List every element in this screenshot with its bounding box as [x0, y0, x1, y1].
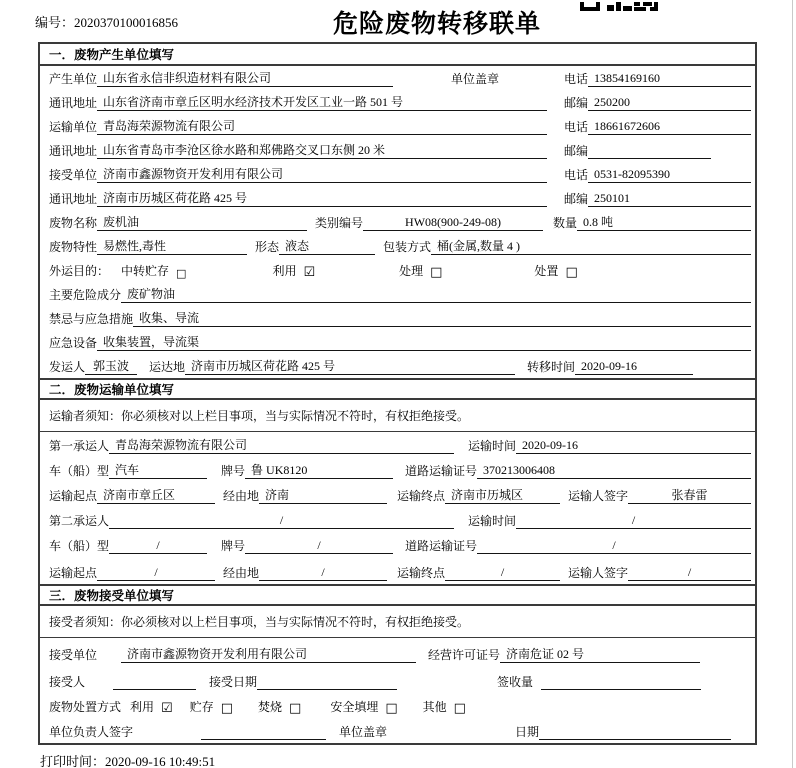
page-title: 危险废物转移联单	[333, 11, 542, 38]
row-purpose	[40, 258, 755, 282]
via-value: 济南	[259, 486, 387, 504]
accept-person-value	[113, 689, 196, 690]
packaging-value: 桶(金属,数量 4 )	[431, 237, 751, 255]
serial-label: 编号：	[35, 15, 75, 30]
form-label: 形态	[255, 240, 280, 254]
notice-label: 运输者须知：	[49, 409, 122, 423]
license-value: 济南危证 02 号	[500, 645, 700, 663]
transport-time-value: /	[516, 513, 751, 529]
transfer-time-value: 2020-09-16	[575, 359, 693, 375]
disposal-option-incinerate	[258, 698, 301, 715]
purpose-option-transfer	[121, 262, 186, 279]
row-receiver-address	[40, 186, 755, 210]
equipment-value: 收集装置，导流渠	[97, 333, 751, 351]
received-qty-label: 签收量	[497, 675, 534, 689]
destination-value: 济南市历城区荷花路 425 号	[185, 357, 515, 375]
quantity-value: 0.8 吨	[577, 213, 751, 231]
section1-header: 一．废物产生单位填写	[40, 44, 755, 66]
taboo-value: 收集、导流	[133, 309, 751, 327]
row-hazard	[40, 282, 755, 306]
serial-number-line	[35, 12, 178, 31]
page-right-edge	[792, 0, 793, 768]
accept-unit-label: 接受单位	[49, 648, 98, 662]
origin-label: 运输起点	[49, 566, 98, 580]
section3-header: 三．废物接受单位填写	[40, 584, 755, 606]
carrier-sign-value: /	[628, 565, 751, 581]
receiver-unit-value: 济南市鑫源物资开发利用有限公司	[97, 165, 547, 183]
road-permit-label: 道路运输证号	[405, 539, 478, 553]
plate-value: 鲁 UK8120	[245, 461, 393, 479]
endpoint-label: 运输终点	[397, 489, 446, 503]
second-carrier-label: 第二承运人	[49, 514, 110, 528]
quantity-label: 数量	[553, 216, 578, 230]
first-carrier-label: 第一承运人	[49, 439, 110, 453]
unit-seal-label: 单位盖章	[339, 725, 388, 739]
option-label: 焚烧	[258, 700, 283, 714]
row-dispatch	[40, 354, 755, 378]
packaging-label: 包装方式	[383, 240, 432, 254]
receiver-notice	[40, 606, 755, 638]
destination-label: 运达地	[149, 360, 186, 374]
dispatcher-label: 发运人	[49, 360, 86, 374]
origin-label: 运输起点	[49, 489, 98, 503]
date-label: 日期	[515, 725, 540, 739]
vehicle-type-value: 汽车	[109, 461, 207, 479]
waste-name-label: 废物名称	[49, 216, 98, 230]
endpoint-value: /	[445, 565, 560, 581]
checkbox-landfill-icon: □	[385, 701, 398, 716]
category-code-label: 类别编号	[315, 216, 364, 230]
form-value: 液态	[279, 237, 375, 255]
row-vehicle-1	[40, 457, 755, 482]
receiver-phone: 0531-82095390	[588, 167, 751, 183]
receiver-address: 济南市历城区荷花路 425 号	[97, 189, 547, 207]
hazard-value: 废矿物油	[121, 285, 751, 303]
zip-label: 邮编	[563, 192, 588, 206]
serial-value: 2020370100016856	[74, 15, 179, 30]
zip-label: 邮编	[563, 96, 588, 110]
license-label: 经营许可证号	[428, 648, 501, 662]
section2-header: 二．废物运输单位填写	[40, 378, 755, 400]
phone-label: 电话	[563, 72, 588, 86]
date-value	[539, 739, 731, 740]
row-accept-unit	[40, 638, 755, 666]
road-permit-value: /	[477, 538, 751, 554]
option-label: 处理	[399, 264, 424, 278]
accept-date-label: 接受日期	[209, 675, 258, 689]
unit-seal-label: 单位盖章	[451, 72, 500, 86]
print-time-value: 2020-09-16 10:49:51	[105, 754, 216, 768]
carrier-sign-label: 运输人签字	[568, 566, 629, 580]
disposal-option-landfill	[330, 698, 397, 715]
disposal-option-utilize	[130, 698, 173, 715]
transport-phone: 18661672606	[588, 119, 751, 135]
notice-text: 你必须核对以上栏目事项，当与实际情况不符时，有权拒绝接受。	[121, 409, 470, 423]
address-label: 通讯地址	[49, 144, 98, 158]
row-producer-address	[40, 90, 755, 114]
carrier-sign-value: 张春雷	[628, 486, 751, 504]
purpose-option-dispose	[534, 262, 577, 279]
plate-value: /	[245, 538, 393, 554]
checkbox-dispose-icon: □	[565, 265, 578, 280]
transport-time-label: 运输时间	[468, 439, 517, 453]
taboo-label: 禁忌与应急措施	[49, 312, 134, 326]
option-label: 处置	[534, 264, 559, 278]
receiver-unit-label: 接受单位	[49, 168, 98, 182]
zip-label: 邮编	[563, 144, 588, 158]
checkbox-utilize-icon: ☑	[303, 265, 316, 280]
producer-value: 山东省永信非织造材料有限公司	[97, 69, 393, 87]
disposal-option-store	[190, 698, 233, 715]
transport-unit-value: 青岛海荣源物流有限公司	[97, 117, 547, 135]
purpose-label: 外运目的：	[49, 264, 110, 278]
accept-person-label: 接受人	[49, 675, 86, 689]
transport-address: 山东省青岛市李沧区徐水路和郑佛路交叉口东侧 20 米	[97, 141, 547, 159]
first-carrier-value: 青岛海荣源物流有限公司	[109, 436, 454, 454]
checkbox-treat-icon: □	[430, 265, 443, 280]
phone-label: 电话	[563, 168, 588, 182]
transport-zip	[588, 158, 711, 159]
dispatcher-value: 郭玉波	[85, 357, 137, 375]
producer-phone: 13854169160	[588, 71, 751, 87]
waste-traits-value: 易燃性,毒性	[97, 237, 247, 255]
via-label: 经由地	[223, 566, 260, 580]
purpose-option-treat	[399, 262, 442, 279]
option-label: 利用	[130, 700, 155, 714]
origin-value: 济南市章丘区	[97, 486, 215, 504]
waste-name-value: 废机油	[97, 213, 307, 231]
hazard-label: 主要危险成分	[49, 288, 122, 302]
transfer-time-label: 转移时间	[527, 360, 576, 374]
receiver-zip: 250101	[588, 191, 751, 207]
option-label: 贮存	[189, 700, 214, 714]
row-receiver-unit	[40, 162, 755, 186]
vehicle-type-label: 车（船）型	[49, 539, 110, 553]
row-taboo	[40, 306, 755, 330]
transport-time-label: 运输时间	[468, 514, 517, 528]
row-first-carrier	[40, 432, 755, 457]
row-equipment	[40, 330, 755, 354]
disposal-method-label: 废物处置方式	[49, 700, 122, 714]
purpose-option-utilize	[272, 262, 315, 279]
producer-label: 产生单位	[49, 72, 98, 86]
option-label: 安全填埋	[330, 700, 379, 714]
print-time-label: 打印时间：	[40, 754, 106, 768]
equipment-label: 应急设备	[49, 336, 98, 350]
row-responsible-sign	[40, 718, 755, 743]
row-waste-traits	[40, 234, 755, 258]
print-time-line	[40, 751, 215, 768]
endpoint-label: 运输终点	[397, 566, 446, 580]
manifest-form	[38, 42, 757, 745]
checkbox-transfer-icon: □	[176, 267, 187, 280]
phone-label: 电话	[563, 120, 588, 134]
row-vehicle-2	[40, 532, 755, 557]
transport-unit-label: 运输单位	[49, 120, 98, 134]
producer-zip: 250200	[588, 95, 751, 111]
road-permit-value: 370213006408	[477, 463, 751, 479]
vehicle-type-value: /	[109, 538, 207, 554]
row-route-1	[40, 482, 755, 507]
row-route-2	[40, 557, 755, 584]
row-second-carrier	[40, 507, 755, 532]
received-qty-value	[541, 689, 701, 690]
transport-time-value: 2020-09-16	[516, 438, 751, 454]
row-waste-name	[40, 210, 755, 234]
notice-text: 你必须核对以上栏目事项，当与实际情况不符时，有权拒绝接受。	[121, 615, 470, 629]
checkbox-other-icon: □	[453, 701, 466, 716]
disposal-option-other	[423, 698, 466, 715]
road-permit-label: 道路运输证号	[405, 464, 478, 478]
option-label: 利用	[272, 264, 297, 278]
vehicle-type-label: 车（船）型	[49, 464, 110, 478]
via-value: /	[259, 565, 387, 581]
row-transport-address	[40, 138, 755, 162]
second-carrier-value: /	[109, 513, 454, 529]
plate-label: 牌号	[221, 464, 246, 478]
row-transport-unit	[40, 114, 755, 138]
category-code-value: HW08(900-249-08)	[363, 215, 543, 231]
endpoint-value: 济南市历城区	[445, 486, 560, 504]
notice-label: 接受者须知：	[49, 615, 122, 629]
address-label: 通讯地址	[49, 96, 98, 110]
waste-traits-label: 废物特性	[49, 240, 98, 254]
option-label: 其他	[422, 700, 447, 714]
checkbox-utilize-icon: ☑	[161, 701, 173, 716]
via-label: 经由地	[223, 489, 260, 503]
option-label: 中转贮存	[121, 264, 170, 278]
responsible-sign-label: 单位负责人签字	[49, 725, 134, 739]
transporter-notice	[40, 400, 755, 432]
accept-unit-value: 济南市鑫源物资开发利用有限公司	[121, 645, 416, 663]
checkbox-incinerate-icon: □	[289, 701, 302, 716]
row-producer	[40, 66, 755, 90]
row-disposal-method	[40, 693, 755, 718]
origin-value: /	[97, 565, 215, 581]
accept-date-value	[257, 689, 397, 690]
carrier-sign-label: 运输人签字	[568, 489, 629, 503]
address-label: 通讯地址	[49, 192, 98, 206]
producer-address: 山东省济南市章丘区明水经济技术开发区工业一路 501 号	[97, 93, 547, 111]
qr-code-fragment	[580, 0, 658, 15]
checkbox-store-icon: □	[220, 701, 233, 716]
plate-label: 牌号	[221, 539, 246, 553]
responsible-sign-value	[201, 739, 326, 740]
row-accept-person	[40, 666, 755, 693]
